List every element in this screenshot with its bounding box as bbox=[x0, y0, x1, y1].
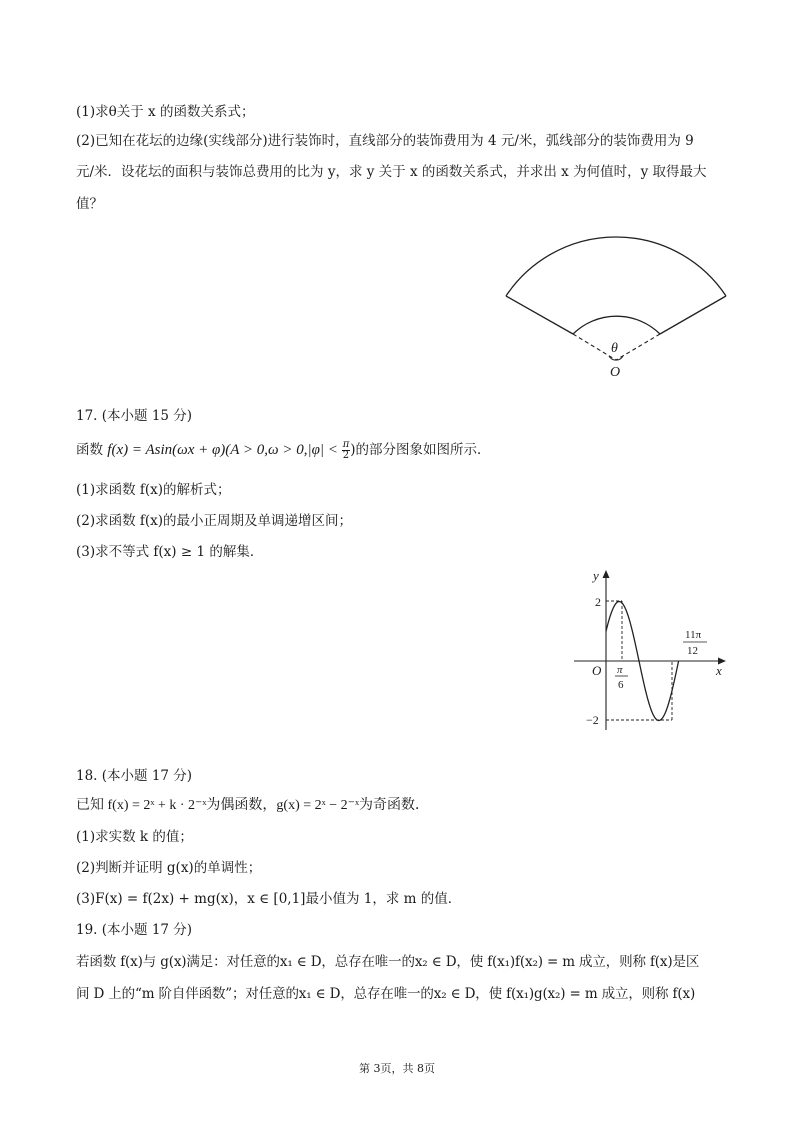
tick2-numerator: 11π bbox=[685, 629, 702, 641]
tick1-numerator: π bbox=[617, 664, 623, 676]
pi-over-two: $\frac{\pi}{2}$ bbox=[342, 439, 350, 461]
sine-graph bbox=[566, 562, 736, 738]
sector-figure bbox=[498, 210, 738, 380]
q19-line2: 间 D 上的“m 阶自伴函数”；对任意的x₁ ∈ D，总存在唯一的x₂ ∈ D，使 f(x₁)g(x₂) = m 成立，则称 f(x) bbox=[76, 986, 696, 1002]
q17-stem-suffix: )的部分图象如图所示． bbox=[350, 442, 491, 458]
q18-part3: (3)F(x) = f(2x) + mg(x)，x ∈ [0,1]最小值为 1，求 m 的值． bbox=[76, 891, 462, 907]
q19-line1: 若函数 f(x)与 g(x)满足：对任意的x₁ ∈ D，总存在唯一的x₂ ∈ D，使 f(x₁)f(x₂) = m 成立，则称 f(x)是区 bbox=[76, 954, 700, 970]
q17-stem-prefix: 函数 bbox=[76, 442, 108, 458]
q18-part1: (1)求实数 k 的值； bbox=[76, 829, 193, 845]
theta-label: θ bbox=[611, 341, 618, 356]
q16-part2-line3: 值？ bbox=[76, 196, 103, 212]
right-edge bbox=[660, 296, 726, 334]
tick1-denominator: 6 bbox=[618, 679, 624, 691]
page-footer: 第 3页，共 8页 bbox=[359, 1062, 435, 1075]
left-edge bbox=[506, 296, 573, 334]
origin-label: O bbox=[610, 365, 621, 380]
y-axis-arrow bbox=[603, 570, 610, 578]
q17-stem-function: f(x) = Asin(ωx + φ)(A > 0,ω > 0,|φ| < bbox=[107, 442, 342, 458]
q16-part2-line1: (2)已知在花坛的边缘(实线部分)进行装饰时，直线部分的装饰费用为 4 元/米，弧线部分的装饰费用为 9 bbox=[76, 133, 694, 149]
x-axis-label: x bbox=[716, 663, 722, 678]
q17-part3: (3)求不等式 f(x) ≥ 1 的解集． bbox=[76, 544, 264, 560]
inner-arc bbox=[573, 316, 660, 334]
min-value-label: −2 bbox=[586, 713, 599, 727]
tick2-denominator: 12 bbox=[687, 645, 698, 657]
q16-part2-line2: 元/米．设花坛的面积与装饰总费用的比为 y，求 y 关于 x 的函数关系式，并求出 x 为何值时，y 取得最大 bbox=[76, 164, 707, 180]
q18-stem: 已知 f(x) = 2ˣ + k · 2⁻ˣ为偶函数，g(x) = 2ˣ − 2⁻ˣ为奇函数． bbox=[76, 798, 430, 813]
outer-arc bbox=[506, 237, 726, 296]
q17-stem bbox=[76, 440, 738, 461]
max-value-label: 2 bbox=[595, 595, 601, 609]
q16-part1: (1)求θ关于 x 的函数关系式； bbox=[76, 104, 255, 120]
y-axis-label: y bbox=[593, 568, 599, 583]
q19-header: 19. (本小题 17 分) bbox=[76, 922, 193, 938]
q18-part2: (2)判断并证明 g(x)的单调性； bbox=[76, 860, 262, 876]
q17-header: 17. (本小题 15 分) bbox=[76, 408, 193, 424]
q18-header: 18. (本小题 17 分) bbox=[76, 768, 193, 784]
q17-part1: (1)求函数 f(x)的解析式； bbox=[76, 482, 231, 498]
q17-part2: (2)求函数 f(x)的最小正周期及单调递增区间； bbox=[76, 513, 353, 529]
origin-label: O bbox=[592, 663, 602, 678]
